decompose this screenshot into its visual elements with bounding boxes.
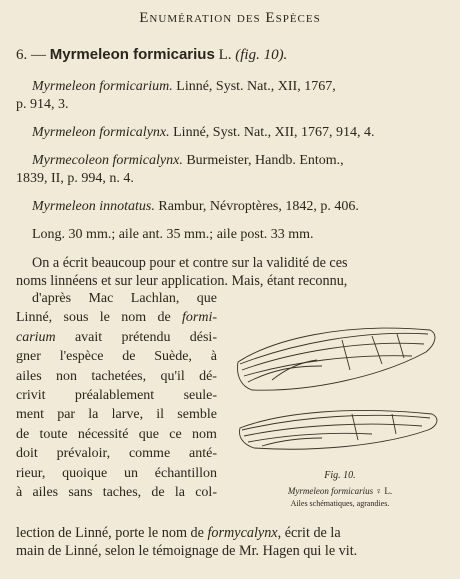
forewing-vein	[248, 366, 322, 382]
word: anté-	[189, 446, 217, 462]
synonym-3-cont: 1839, II, p. 994, n. 4.	[16, 171, 134, 186]
word: la	[88, 407, 99, 423]
figure-wings	[232, 300, 442, 470]
word: nom	[121, 310, 147, 326]
word: comme	[128, 446, 171, 462]
forewing-outline	[238, 328, 435, 390]
page-header: Enumération des Espèces	[139, 10, 321, 26]
narrow-line	[16, 484, 217, 502]
word: le	[99, 310, 110, 326]
word: nécessité	[77, 426, 129, 442]
word: taches,	[102, 485, 142, 500]
word: dési-	[189, 329, 217, 345]
word: doit	[16, 446, 38, 462]
word: de	[151, 485, 165, 500]
narrow-line	[16, 445, 217, 463]
synonym-name: Myrmeleon formicalynx.	[32, 125, 170, 140]
forewing-vein	[242, 343, 424, 370]
narrow-line	[16, 368, 217, 386]
species-heading	[16, 46, 287, 64]
forewing-vein	[240, 333, 428, 364]
synonym-1-cont: p. 914, 3.	[16, 97, 69, 112]
word: l'espèce	[59, 349, 104, 365]
word: prévaloir,	[56, 446, 111, 462]
wing-drawing-svg	[232, 300, 442, 470]
word: tachetées,	[91, 368, 147, 384]
word: Mac	[88, 291, 114, 306]
word: d'après	[32, 291, 72, 306]
word: par	[57, 407, 76, 423]
species-author: L.	[218, 47, 232, 63]
word: gner	[16, 349, 41, 365]
word: qu'il	[160, 368, 185, 384]
word: prétendu	[121, 329, 171, 345]
figure-caption	[240, 486, 440, 497]
word: formi-	[182, 310, 217, 326]
narrow-line	[16, 309, 217, 327]
word: toute	[39, 426, 68, 442]
synonym-4	[32, 198, 359, 216]
word: la	[174, 485, 185, 500]
word: échantillon	[154, 465, 217, 481]
word: nom	[192, 426, 217, 442]
word: de	[16, 426, 30, 442]
final-line-2: main de Linné, selon le témoignage de Mr. Hagen qui le vit.	[16, 543, 358, 559]
word: larve,	[111, 407, 144, 423]
word: à	[16, 485, 23, 500]
word: à	[210, 349, 217, 365]
synonym-3	[32, 152, 344, 170]
word: carium	[16, 329, 56, 345]
synonym-name: Myrmecoleon formicalynx.	[32, 153, 183, 168]
figure-label: Fig. 10.	[324, 470, 356, 481]
figure-reference: (fig. 10).	[235, 47, 288, 63]
word: semble	[177, 407, 217, 423]
hindwing-vein	[248, 433, 372, 442]
body-line-1: On a écrit beaucoup pour et contre sur la validité de ces	[32, 255, 348, 271]
word: il	[156, 407, 165, 423]
narrow-line	[16, 406, 217, 424]
word: Suède,	[154, 349, 192, 365]
word: ce	[169, 426, 182, 442]
forewing-vein	[372, 336, 382, 364]
word: sans	[68, 485, 93, 500]
word: que	[138, 426, 159, 442]
word: non	[55, 368, 77, 384]
word: avait	[74, 329, 103, 345]
hindwing-vein	[352, 414, 358, 440]
word: de	[157, 310, 171, 326]
word: Lachlan,	[130, 291, 180, 306]
caption-species: Myrmeleon formicarius	[287, 486, 374, 496]
word: sous	[63, 310, 89, 326]
word: crivit	[16, 388, 46, 403]
synonym-ref: Rambur, Névroptères, 1842, p. 406.	[158, 199, 359, 214]
species-number: 6. —	[16, 47, 46, 63]
forewing-vein	[342, 340, 350, 370]
synonym-ref: Burmeister, Handb. Entom.,	[186, 153, 344, 168]
text-run: , écrit de la	[277, 525, 341, 541]
word: ailes	[16, 368, 42, 384]
synonym-ref: Linné, Syst. Nat., XII, 1767,	[176, 79, 336, 94]
measurements: Long. 30 mm.; aile ant. 35 mm.; aile post. 33 mm.	[32, 227, 314, 242]
word: quoique	[62, 465, 108, 481]
forewing-vein	[397, 334, 404, 358]
body-line-2: noms linnéens et sur leur application. Mais, étant reconnu,	[16, 273, 348, 289]
caption-note: Ailes schématiques, agrandies.	[290, 499, 390, 508]
synonym-2	[32, 124, 375, 142]
synonym-name: Myrmeleon innotatus.	[32, 199, 155, 214]
narrow-line	[16, 426, 217, 444]
narrow-line	[32, 290, 217, 308]
word: col-	[195, 485, 217, 500]
final-line-1	[16, 524, 341, 542]
word: dé-	[199, 368, 217, 384]
text-run-italic: formycalynx	[207, 525, 278, 541]
caption-sex: ♀ L.	[375, 486, 393, 496]
word: Linné,	[16, 310, 53, 326]
word: de	[122, 349, 136, 365]
species-name: Myrmeleon formicarius	[49, 46, 215, 63]
word: préalablement	[74, 388, 155, 403]
text-run: lection de Linné, porte le nom de	[16, 525, 208, 541]
hindwing-vein	[242, 415, 430, 430]
word: rieur,	[16, 465, 46, 481]
word: ailes	[32, 485, 59, 500]
word: seule-	[183, 388, 217, 403]
word: ment	[16, 407, 44, 423]
narrow-line	[16, 465, 217, 483]
word: un	[124, 465, 139, 481]
synonym-name: Myrmeleon formicarium.	[32, 79, 173, 94]
narrow-line	[16, 348, 217, 366]
synonym-ref: Linné, Syst. Nat., XII, 1767, 914, 4.	[173, 125, 375, 140]
narrow-line	[16, 329, 217, 347]
hindwing-vein	[262, 438, 322, 446]
word: que	[196, 291, 217, 306]
synonym-1	[32, 78, 336, 96]
narrow-line	[16, 387, 217, 405]
